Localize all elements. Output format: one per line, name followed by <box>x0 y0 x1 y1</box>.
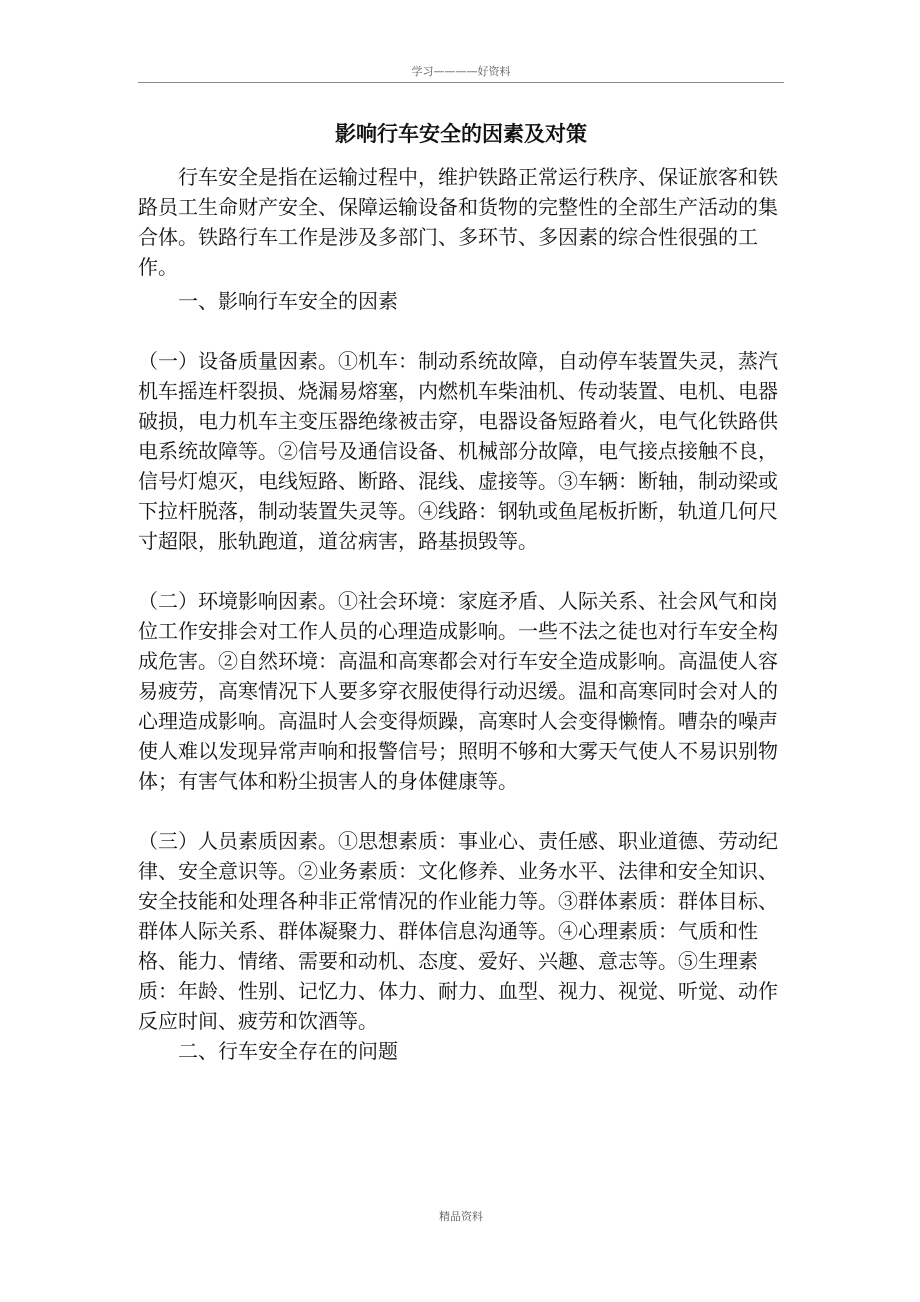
paragraph-environment-factors: （二）环境影响因素。①社会环境：家庭矛盾、人际关系、社会风气和岗位工作安排会对工作人员的心理造成影响。一些不法之徒也对行车安全构成危害。②自然环境：高温和高寒都会对行车安全造成影响。高温使人容易疲劳，高寒情况下人要多穿衣服使得行动迟缓。温和高寒同时会对人的心理造成影响。高温时人会变得烦躁，高寒时人会变得懒惰。嘈杂的噪声使人难以发现异常声响和报警信号；照明不够和大雾天气使人不易识别物体；有害气体和粉尘损害人的身体健康等。 <box>138 589 778 793</box>
section-heading-factors: 一、影响行车安全的因素 <box>178 289 398 313</box>
document-title: 影响行车安全的因素及对策 <box>335 121 587 146</box>
paragraph-equipment-factors: （一）设备质量因素。①机车：制动系统故障，自动停车装置失灵，蒸汽机车摇连杆裂损、烧漏易熔塞，内燃机车柴油机、传动装置、电机、电器破损，电力机车主变压器绝缘被击穿，电器设备短路着火，电气化铁路供电系统故障等。②信号及通信设备、机械部分故障，电气接点接触不良，信号灯熄灭，电线短路、断路、混线、虚接等。③车辆：断轴，制动梁或下拉杆脱落，制动装置失灵等。④线路：钢轨或鱼尾板折断，轨道几何尺寸超限，胀轨跑道，道岔病害，路基损毁等。 <box>138 349 778 553</box>
document-body <box>138 162 784 1066</box>
header-text: 学习————好资料 <box>411 65 511 78</box>
section-heading-problems: 二、行车安全存在的问题 <box>178 1039 398 1063</box>
page-footer <box>138 1208 784 1224</box>
page-header <box>138 64 784 83</box>
paragraph-personnel-factors: （三）人员素质因素。①思想素质：事业心、责任感、职业道德、劳动纪律、安全意识等。②业务素质：文化修养、业务水平、法律和安全知识、安全技能和处理各种非正常情况的作业能力等。③群体素质：群体目标、群体人际关系、群体凝聚力、群体信息沟通等。④心理素质：气质和性格、能力、情绪、需要和动机、态度、爱好、兴趣、意志等。⑤生理素质：年龄、性别、记忆力、体力、耐力、血型、视力、视觉、听觉、动作反应时间、疲劳和饮酒等。 <box>138 829 778 1033</box>
footer-text: 精品资料 <box>439 1210 483 1223</box>
intro-paragraph: 行车安全是指在运输过程中，维护铁路正常运行秩序、保证旅客和铁路员工生命财产安全、保障运输设备和货物的完整性的全部生产活动的集合体。铁路行车工作是涉及多部门、多环节、多因素的综合性很强的工作。 <box>138 165 778 279</box>
